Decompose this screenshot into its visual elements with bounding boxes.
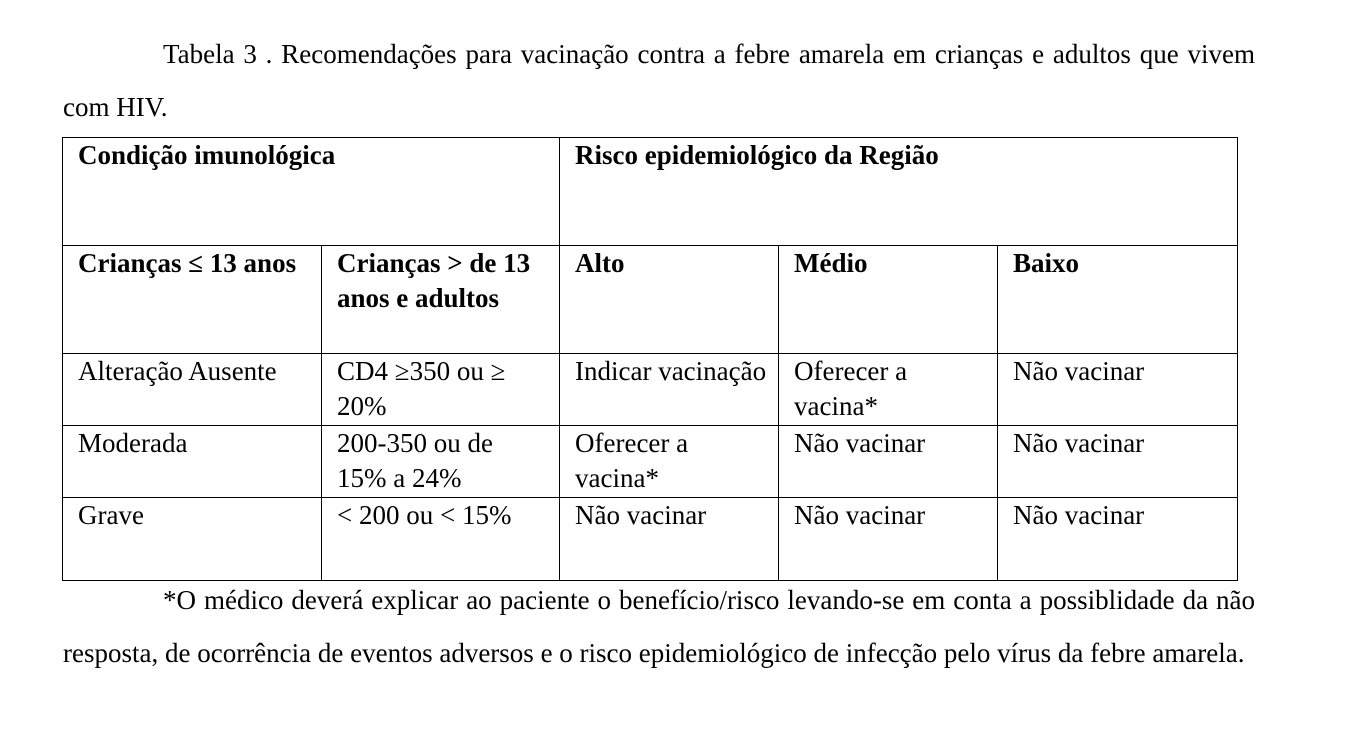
cell-children: Grave xyxy=(63,498,322,581)
header-risk-medium: Médio xyxy=(779,246,998,354)
header-children: Crianças ≤ 13 anos xyxy=(63,246,322,354)
cell-risk-high: Não vacinar xyxy=(560,498,779,581)
cell-risk-medium: Não vacinar xyxy=(779,426,998,498)
cell-children: Alteração Ausente xyxy=(63,354,322,426)
cell-risk-low: Não vacinar xyxy=(998,354,1238,426)
header-adults: Crianças > de 13 anos e adultos xyxy=(322,246,560,354)
cell-risk-medium: Oferecer a vacina* xyxy=(779,354,998,426)
group-header-row xyxy=(63,138,1238,246)
vaccination-table xyxy=(62,137,1238,581)
cell-adults: < 200 ou < 15% xyxy=(322,498,560,581)
header-risk-low: Baixo xyxy=(998,246,1238,354)
cell-adults: CD4 ≥350 ou ≥ 20% xyxy=(322,354,560,426)
cell-risk-high: Oferecer a vacina* xyxy=(560,426,779,498)
cell-risk-low: Não vacinar xyxy=(998,426,1238,498)
table-row xyxy=(63,426,1238,498)
cell-risk-high: Indicar vacinação xyxy=(560,354,779,426)
cell-risk-low: Não vacinar xyxy=(998,498,1238,581)
header-epidemiological-risk: Risco epidemiológico da Região xyxy=(560,138,1238,246)
header-risk-high: Alto xyxy=(560,246,779,354)
table-caption: Tabela 3 . Recomendações para vacinação contra a febre amarela em crianças e adultos que vivem com HIV. xyxy=(63,39,1255,122)
cell-children: Moderada xyxy=(63,426,322,498)
cell-risk-medium: Não vacinar xyxy=(779,498,998,581)
table-footnote: *O médico deverá explicar ao paciente o benefício/risco levando-se em conta a possiblidade da não resposta, de ocorrência de eventos adversos e o risco epidemiológico de infecção pelo vírus da febre amarela. xyxy=(63,585,1255,668)
header-immunological-condition: Condição imunológica xyxy=(63,138,560,246)
table-row xyxy=(63,354,1238,426)
column-header-row xyxy=(63,246,1238,354)
table-row xyxy=(63,498,1238,581)
cell-adults: 200-350 ou de 15% a 24% xyxy=(322,426,560,498)
